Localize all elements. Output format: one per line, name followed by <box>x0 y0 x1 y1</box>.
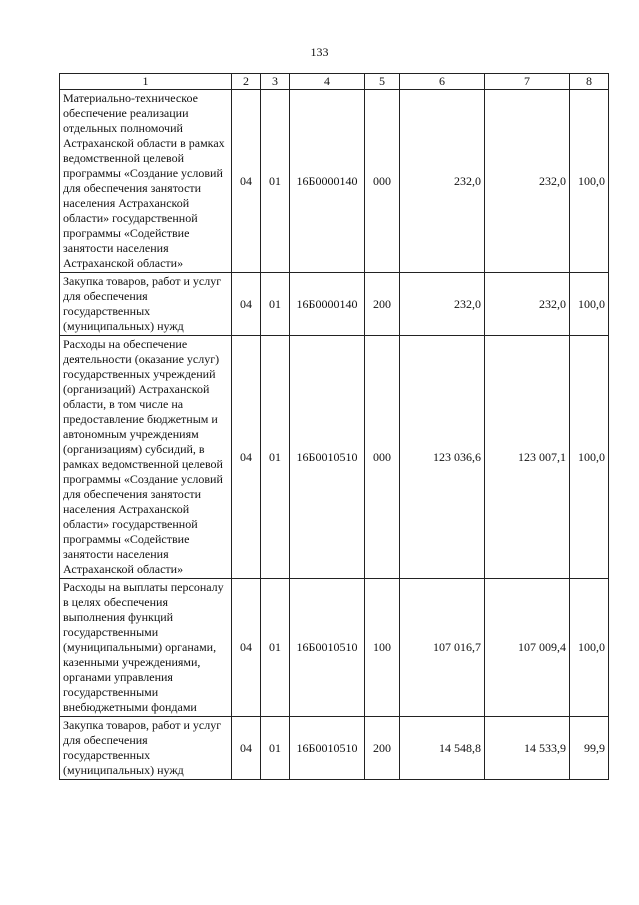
table-row <box>60 579 609 717</box>
row-plan-amount: 107 016,7 <box>400 579 485 717</box>
header-row <box>60 74 609 90</box>
table-row <box>60 336 609 579</box>
column-header: 2 <box>232 74 261 90</box>
row-description: Расходы на выплаты персоналу в целях обеспечения выполнения функций государственными (муниципальными) органами, казенными учреждениями, органами управления государственными внебюджетными фондами <box>60 579 232 717</box>
row-section: 04 <box>232 717 261 780</box>
row-target-article: 16Б0000140 <box>290 90 365 273</box>
row-expense-type: 100 <box>365 579 400 717</box>
row-target-article: 16Б0010510 <box>290 579 365 717</box>
row-percent: 100,0 <box>570 90 609 273</box>
row-subsection: 01 <box>261 90 290 273</box>
row-actual-amount: 232,0 <box>485 90 570 273</box>
row-description: Расходы на обеспечение деятельности (оказание услуг) государственных учреждений (организаций) Астраханской области, в том числе на предоставление бюджетным и автономным учреждениям (организациям) субсидий, в рамках ведомственной целевой программы «Создание условий для обеспечения занятости населения Астраханской области» государственной программы «Содействие занятости населения Астраханской области» <box>60 336 232 579</box>
row-expense-type: 000 <box>365 336 400 579</box>
column-header: 3 <box>261 74 290 90</box>
column-header: 1 <box>60 74 232 90</box>
row-section: 04 <box>232 579 261 717</box>
row-percent: 100,0 <box>570 579 609 717</box>
page-number: 133 <box>310 45 329 59</box>
row-section: 04 <box>232 90 261 273</box>
column-header: 7 <box>485 74 570 90</box>
row-subsection: 01 <box>261 273 290 336</box>
row-expense-type: 200 <box>365 717 400 780</box>
row-percent: 100,0 <box>570 336 609 579</box>
row-actual-amount: 14 533,9 <box>485 717 570 780</box>
row-target-article: 16Б0010510 <box>290 336 365 579</box>
column-header: 5 <box>365 74 400 90</box>
row-expense-type: 200 <box>365 273 400 336</box>
row-percent: 100,0 <box>570 273 609 336</box>
row-actual-amount: 232,0 <box>485 273 570 336</box>
row-subsection: 01 <box>261 579 290 717</box>
row-plan-amount: 123 036,6 <box>400 336 485 579</box>
row-plan-amount: 14 548,8 <box>400 717 485 780</box>
row-actual-amount: 107 009,4 <box>485 579 570 717</box>
row-subsection: 01 <box>261 717 290 780</box>
row-section: 04 <box>232 336 261 579</box>
row-percent: 99,9 <box>570 717 609 780</box>
column-header: 6 <box>400 74 485 90</box>
row-target-article: 16Б0010510 <box>290 717 365 780</box>
row-description: Материально-техническое обеспечение реализации отдельных полномочий Астраханской области в рамках ведомственной целевой программы «Создание условий для обеспечения занятости населения Астраханской области» государственной программы «Содействие занятости населения Астраханской области» <box>60 90 232 273</box>
column-header: 4 <box>290 74 365 90</box>
column-header: 8 <box>570 74 609 90</box>
row-target-article: 16Б0000140 <box>290 273 365 336</box>
row-section: 04 <box>232 273 261 336</box>
table-row <box>60 273 609 336</box>
table-row <box>60 90 609 273</box>
table-row <box>60 717 609 780</box>
row-description: Закупка товаров, работ и услуг для обеспечения государственных (муниципальных) нужд <box>60 717 232 780</box>
row-subsection: 01 <box>261 336 290 579</box>
row-plan-amount: 232,0 <box>400 273 485 336</box>
row-expense-type: 000 <box>365 90 400 273</box>
row-plan-amount: 232,0 <box>400 90 485 273</box>
row-actual-amount: 123 007,1 <box>485 336 570 579</box>
row-description: Закупка товаров, работ и услуг для обеспечения государственных (муниципальных) нужд <box>60 273 232 336</box>
budget-table <box>59 73 609 780</box>
